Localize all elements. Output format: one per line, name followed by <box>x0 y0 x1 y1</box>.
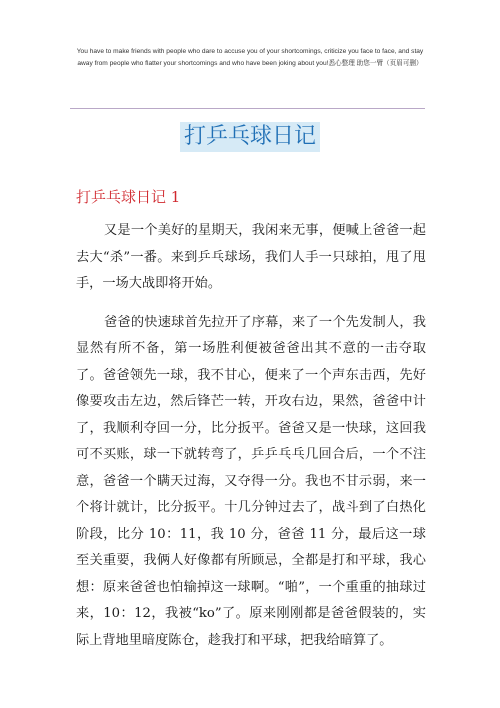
page-header: You have to make friends with people who dare to accuse you of your shortcomings, criticize you face to face, and stay away from people who flatter your shortcomings and who have been joking about you!悉心整理 助您一臂（页眉可删） <box>76 48 424 67</box>
section-heading: 打乒乓球日记 1 <box>76 188 181 206</box>
paragraph-1: 又是一个美好的星期天，我闲来无事，便喊上爸爸一起去大“杀”一番。来到乒乓球场，我们人手一只球拍，甩了甩手，一场大战即将开始。 <box>76 223 426 291</box>
header-divider <box>70 108 425 109</box>
document-title-wrapper <box>0 122 500 152</box>
paragraph-2: 爸爸的快速球首先拉开了序幕，来了一个先发制人，我显然有所不备，第一场胜利便被爸爸出其不意的一击夺取了。爸爸领先一球，我不甘心，便来了一个声东击西，先好像要攻击左边，然后锋芒一转，开攻右边，果然，爸爸中计了，我顺利夺回一分，比分扳平。爸爸又是一快球，这回我可不买账，球一下就转弯了，乒乒乓乓几回合后，一个不注意，爸爸一个瞒天过海，又夺得一分。我也不甘示弱，来一个将计就计，比分扳平。十几分钟过去了，战斗到了白热化阶段，比分 10：11，我 10 分，爸爸 11 分，最后这一球至关重要，我俩人好像都有所顾忌，全都是打和平球，我心想：原来爸爸也怕输掉这一球啊。“啪”，一个重重的抽球过来，10：12，我被“ko”了。原来刚刚都是爸爸假装的，实际上背地里暗度陈仓，趁我打和平球，把我给暗算了。 <box>76 314 426 648</box>
article-body <box>76 218 426 666</box>
document-title: 打乒乓球日记 <box>180 122 320 152</box>
